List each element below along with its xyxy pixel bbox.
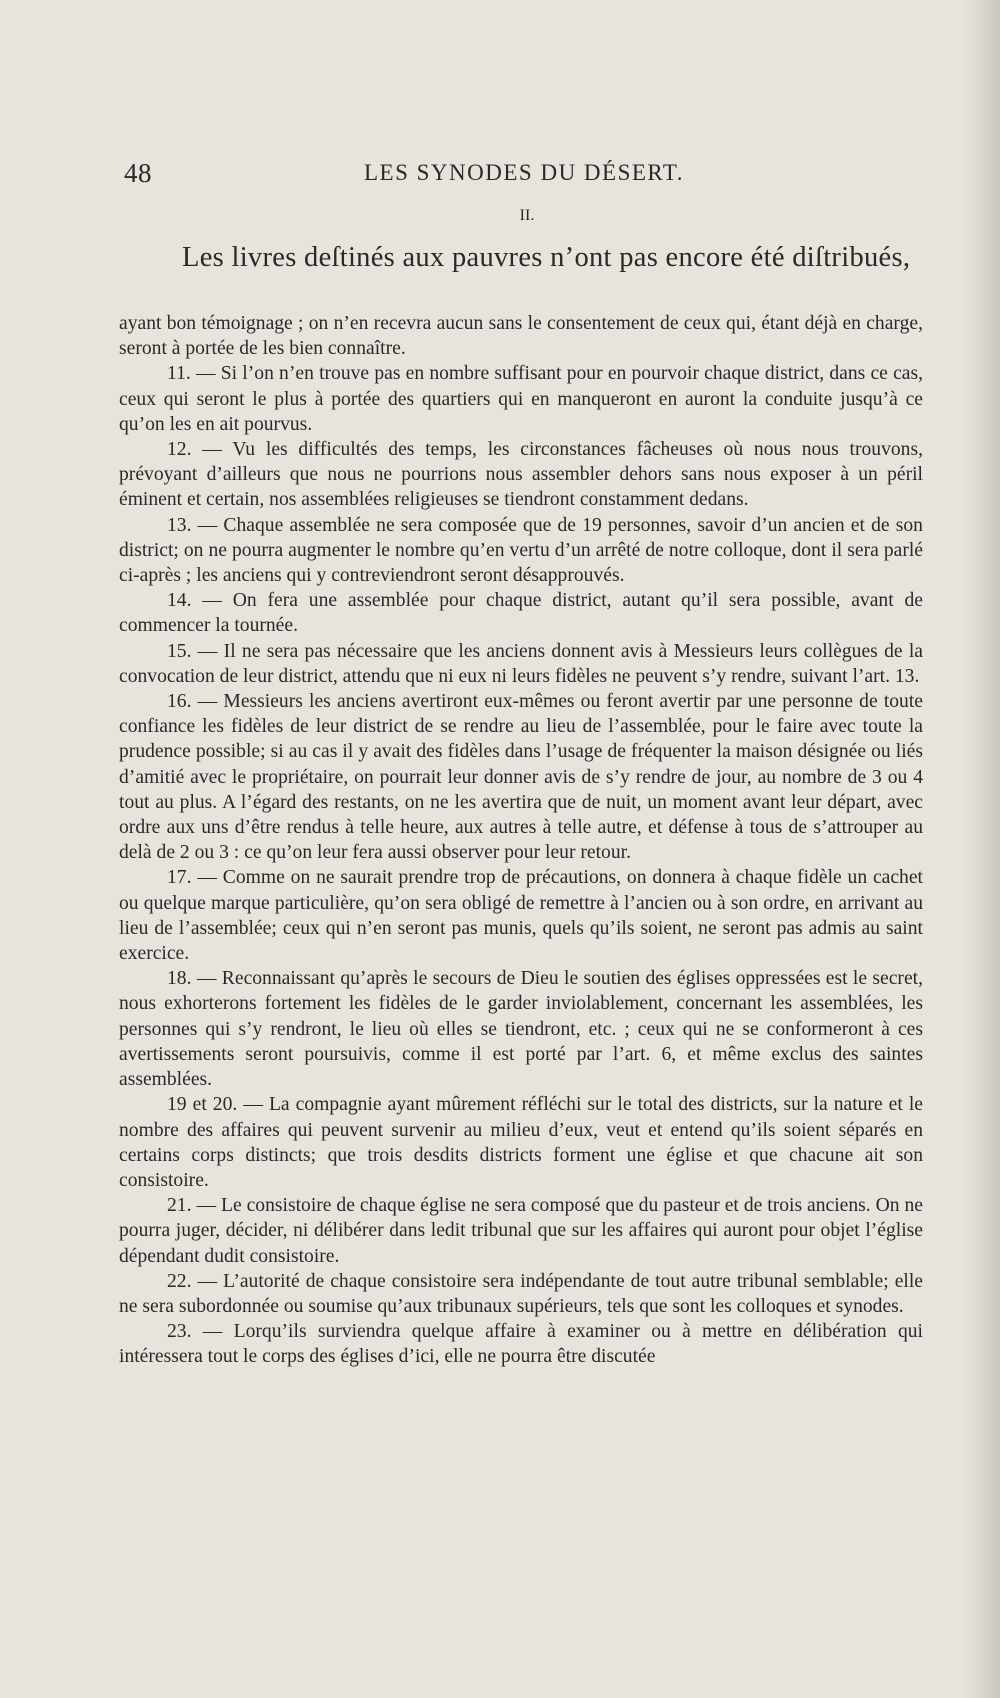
article-number: 18. — [167, 968, 192, 990]
page-number: 48 — [124, 158, 152, 188]
article-text: — Comme on ne saurait prendre trop de précautions, on donnera à chaque fidèle un cachet ou quelque marque particulière, qu’on sera obligé de remettre à l’ancien ou à son ordre, en arrivant au lieu de l’assemblée; ceux qui n’en seront pas munis, quels qu’ils soient, ne seront pas admis au saint exercice. — [119, 867, 923, 965]
article-paragraph — [119, 1319, 923, 1369]
article-text: — Vu les difficultés des temps, les circonstances fâcheuses où nous nous trouvons, prévoyant d’ailleurs que nous ne pourrions nous assembler dehors sans nous exposer à un péril éminent et certain, nos assemblées religieuses se tiendront constamment dedans. — [119, 439, 923, 511]
article-text: — Messieurs les anciens avertiront eux-mêmes ou feront avertir par une personne de toute confiance les fidèles de leur district de se rendre au lieu de l’assemblée, pour le faire avec toute la prudence possible; si au cas il y avait des fidèles dans l’usage de fréquenter la maison désignée ou liés d’amitié avec le propriétaire, on pourrait leur donner avis de s’y rendre de jour, au nombre de 3 ou 4 tout au plus. A l’égard des restants, on ne les avertira que de nuit, un moment avant leur départ, avec ordre aux uns d’être rendus à telle heure, aux autres à telle autre, et défense à tous de s’attrouper au delà de 2 ou 3 : ce qu’on leur fera aussi observer pour leur retour. — [119, 691, 923, 864]
article-text: — L’autorité de chaque consistoire sera indépendante de tout autre tribunal semblable; elle ne sera subordonnée ou soumise qu’aux tribunaux supérieurs, tels que sont les colloques et synodes. — [119, 1270, 924, 1317]
article-number: 15. — [167, 640, 192, 662]
article-number: 17. — [167, 867, 192, 889]
running-title: LES SYNODES DU DÉSERT. — [364, 160, 684, 185]
article-paragraph — [119, 588, 923, 638]
article-text: — La compagnie ayant mûrement réfléchi sur le total des districts, sur la nature et le nombre des affaires qui peuvent survenir au milieu d’eux, veut et entend qu’ils soient séparés en certains corps distincts; que trois desdits districts forment une église et que chacune ait son consistoire. — [119, 1094, 923, 1191]
article-number: 13. — [167, 514, 192, 536]
article-text: — Reconnaissant qu’après le secours de Dieu le soutien des églises oppressées est le secret, nous exhorterons fortement les fidèles de le garder inviolablement, concernant les assemblées, les personnes qui s’y rendront, le lieu où elles se tiendront, etc. ; ceux qui ne se conformeront à ces avertissements seront poursuivis, comme il est porté par l’art. 6, et même exclus des saintes assemblées. — [119, 968, 923, 1091]
body-text — [119, 311, 923, 1370]
article-paragraph — [119, 689, 923, 865]
article-paragraph — [119, 513, 923, 589]
article-text: — Lorqu’ils surviendra quelque affaire à examiner ou à mettre en délibération qui intéressera tout le corps des églises d’ici, elle ne pourra être discutée — [119, 1321, 924, 1368]
article-paragraph — [119, 1092, 923, 1193]
article-number: 19 et 20. — [167, 1094, 238, 1116]
article-paragraph — [119, 966, 923, 1092]
article-number: 12. — [167, 439, 192, 461]
article-number: 21. — [167, 1195, 192, 1217]
article-text: — Si l’on n’en trouve pas en nombre suffisant pour en pourvoir chaque district, dans ce cas, ceux qui seront le plus à portée des quartiers qui en manqueront en auront la conduite jusqu’à ce qu’on les en ait pourvus. — [119, 363, 923, 435]
article-number: 23. — [167, 1321, 192, 1343]
article-paragraph — [119, 1269, 923, 1319]
article-number: 11. — [167, 363, 191, 385]
article-number: 22. — [167, 1270, 192, 1292]
article-paragraph — [119, 437, 923, 513]
article-paragraph — [119, 865, 923, 966]
section-heading: Les livres deſtinés aux pauvres n’ont pas encore été diſtribués, — [182, 242, 911, 273]
running-head — [124, 154, 924, 194]
article-text: — On fera une assemblée pour chaque district, autant qu’il sera possible, avant de commencer la tournée. — [119, 590, 923, 637]
article-paragraph — [119, 639, 923, 689]
article-text: — Le consistoire de chaque église ne sera composé que du pasteur et de trois anciens. On ne pourra juger, décider, ni délibérer dans ledit tribunal que sur les affaires qui auront pour objet l’église dépendant dudit consistoire. — [119, 1195, 924, 1267]
page-edge-shadow — [964, 0, 1000, 1698]
article-paragraph — [119, 361, 923, 437]
article-text: — Il ne sera pas nécessaire que les anciens donnent avis à Messieurs leurs collègues de la convocation de leur district, attendu que ni eux ni leurs fidèles ne peuvent s’y rendre, suivant l’art. 13. — [119, 640, 923, 687]
article-number: 16. — [167, 691, 192, 713]
intro-paragraph: ayant bon témoignage ; on n’en recevra aucun sans le consentement de ceux qui, étant déjà en charge, seront à portée de les bien connaître. — [119, 313, 923, 360]
article-number: 14. — [167, 590, 192, 612]
section-numeral: II. — [519, 207, 535, 224]
article-text: — Chaque assemblée ne sera composée que de 19 personnes, savoir d’un ancien et de son district; on ne pourra augmenter le nombre qu’en vertu d’un arrêté de notre colloque, dont il sera parlé ci-après ; les anciens qui y contreviendront seront désapprouvés. — [119, 514, 923, 587]
article-paragraph — [119, 1193, 923, 1269]
